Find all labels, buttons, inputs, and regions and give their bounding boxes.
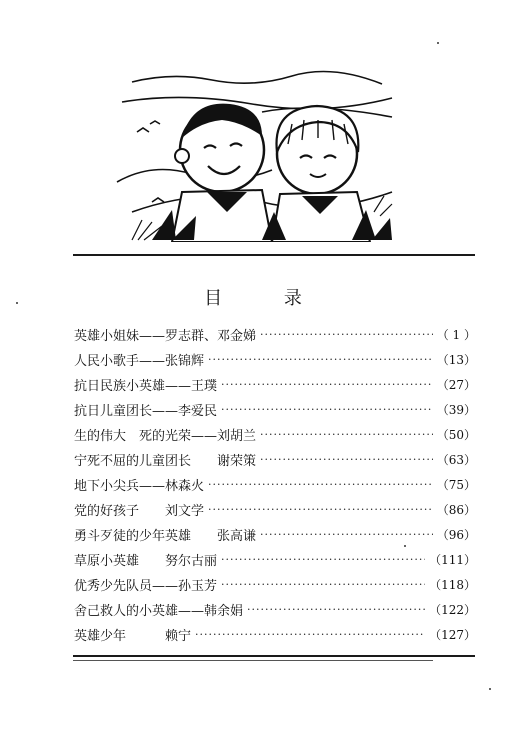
toc-entry[interactable] xyxy=(74,322,476,347)
children-illustration xyxy=(112,62,397,242)
toc-leader-dots xyxy=(260,528,433,541)
toc-entry-page: （86） xyxy=(436,503,476,517)
toc-leader-dots xyxy=(208,503,433,516)
scan-speck xyxy=(437,42,439,44)
toc-entry-title: 草原小英雄 努尔古丽 xyxy=(74,554,218,569)
toc-entry[interactable] xyxy=(74,572,476,597)
toc-entry[interactable] xyxy=(74,397,476,422)
toc-entry-title: 党的好孩子 刘文学 xyxy=(74,504,205,519)
toc-entry-page: （27） xyxy=(436,378,476,392)
toc-title: 目 录 xyxy=(204,288,330,309)
toc-entry[interactable] xyxy=(74,522,476,547)
toc-leader-dots xyxy=(208,353,433,366)
toc-entry-page: （13） xyxy=(436,353,476,367)
toc-list xyxy=(74,322,476,647)
toc-entry-page: （63） xyxy=(436,453,476,467)
toc-entry-title: 人民小歌手——张锦辉 xyxy=(74,354,205,369)
scan-speck xyxy=(404,545,406,547)
toc-entry-page: （111） xyxy=(429,553,476,567)
toc-entry[interactable] xyxy=(74,547,476,572)
toc-leader-dots xyxy=(208,478,433,491)
toc-entry-page: （50） xyxy=(436,428,476,442)
toc-entry-title: 生的伟大 死的光荣——刘胡兰 xyxy=(74,429,257,444)
toc-entry-page: （127） xyxy=(429,628,476,642)
toc-entry[interactable] xyxy=(74,422,476,447)
toc-entry[interactable] xyxy=(74,597,476,622)
toc-entry-page: （122） xyxy=(429,603,476,617)
toc-entry[interactable] xyxy=(74,497,476,522)
toc-leader-dots xyxy=(221,403,433,416)
toc-leader-dots xyxy=(221,578,425,591)
toc-entry-title: 勇斗歹徒的少年英雄 张高谦 xyxy=(74,529,257,544)
scan-speck xyxy=(489,688,491,690)
toc-leader-dots xyxy=(260,328,433,341)
toc-entry-title: 地下小尖兵——林森火 xyxy=(74,479,205,494)
toc-leader-dots xyxy=(221,553,425,566)
toc-leader-dots xyxy=(195,628,425,641)
toc-entry[interactable] xyxy=(74,622,476,647)
toc-entry[interactable] xyxy=(74,347,476,372)
bottom-rule xyxy=(73,655,475,657)
toc-entry-title: 英雄少年 赖宁 xyxy=(74,629,192,644)
toc-leader-dots xyxy=(221,378,433,391)
toc-entry-page: （96） xyxy=(436,528,476,542)
toc-leader-dots xyxy=(260,428,433,441)
toc-leader-dots xyxy=(247,603,425,616)
toc-entry[interactable] xyxy=(74,447,476,472)
toc-entry-title: 舍己救人的小英雄——韩余娟 xyxy=(74,604,244,619)
toc-entry-title: 英雄小姐妹——罗志群、邓金娣 xyxy=(74,329,257,344)
toc-entry[interactable] xyxy=(74,472,476,497)
toc-entry-page: （39） xyxy=(436,403,476,417)
toc-entry-page: （ 1 ） xyxy=(436,328,476,342)
toc-entry-title: 抗日儿童团长——李爱民 xyxy=(74,404,218,419)
toc-entry-title: 优秀少先队员——孙玉芳 xyxy=(74,579,218,594)
toc-entry-title: 抗日民族小英雄——王璞 xyxy=(74,379,218,394)
toc-entry-page: （75） xyxy=(436,478,476,492)
scan-speck xyxy=(16,302,18,304)
toc-entry-page: （118） xyxy=(429,578,476,592)
toc-entry[interactable] xyxy=(74,372,476,397)
toc-leader-dots xyxy=(260,453,433,466)
toc-entry-title: 宁死不屈的儿童团长 谢荣策 xyxy=(74,454,257,469)
bottom-rule-thin xyxy=(73,660,433,661)
top-rule xyxy=(73,254,475,256)
